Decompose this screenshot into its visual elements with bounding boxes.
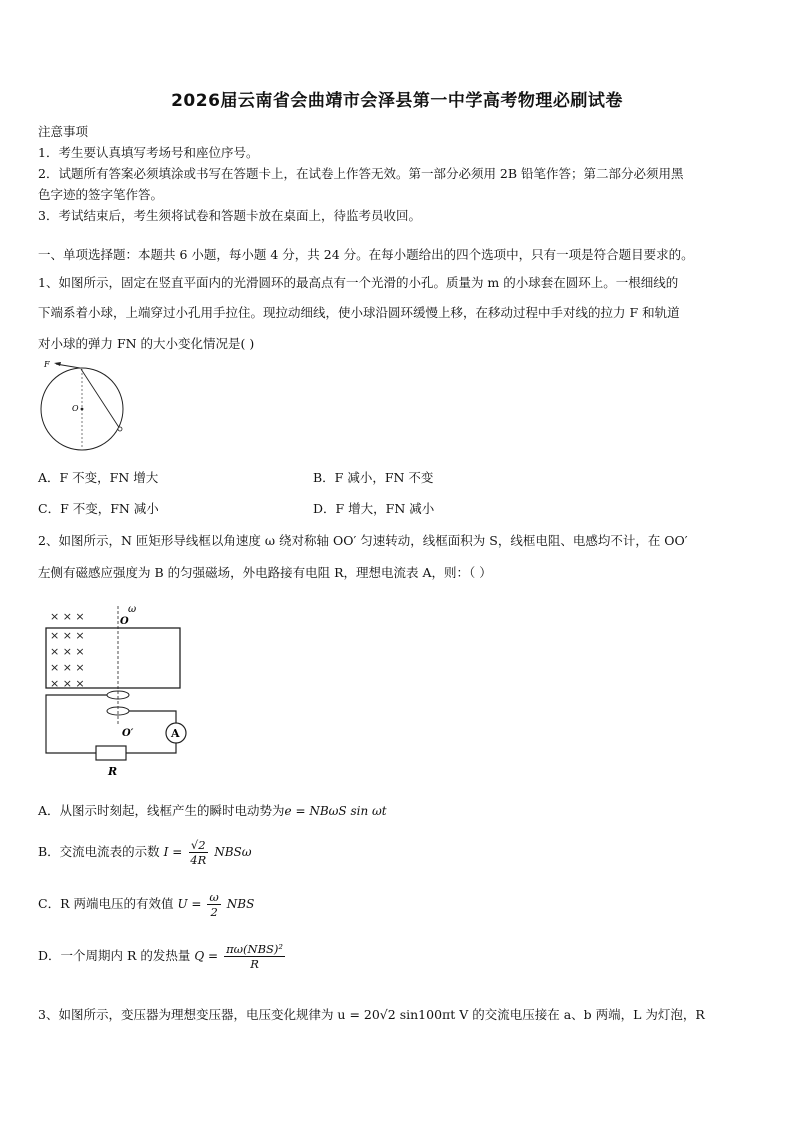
q2-option-d-text: D．一个周期内 R 的发热量 <box>38 948 191 963</box>
q3-stem-line1: 3、如图所示，变压器为理想变压器，电压变化规律为 u = 20√2 sin100πt V 的交流电压接在 a、b 两端，L 为灯泡，R <box>38 1007 705 1022</box>
q2-option-c <box>38 890 254 919</box>
q2-option-a-formula: e = NBωS sin ωt <box>284 804 387 818</box>
section-heading: 一、单项选择题：本题共 6 小题，每小题 4 分，共 24 分。在每小题给出的四个选项中，只有一项是符合题目要求的。 <box>38 247 694 262</box>
q1-fig-label-o: O <box>72 404 79 413</box>
q2-option-d-fraction: $\frac{\text{πω(NBS)²}}{R}$ <box>226 942 283 971</box>
q1-option-b: B．F 减小，FN 不变 <box>313 470 434 485</box>
q1-stem-line3: 对小球的弹力 FN 的大小变化情况是( ) <box>38 336 255 351</box>
q1-fig-label-f: F <box>44 360 50 369</box>
notice-item-2-cont: 色字迹的签字笔作答。 <box>38 187 164 202</box>
q2-option-c-text: C．R 两端电压的有效值 <box>38 896 174 911</box>
svg-text:× × ×: × × × <box>50 610 85 623</box>
q2-option-b-fraction: $\frac{√2}{4R}$ <box>190 838 207 867</box>
q2-option-d-lhs: Q = <box>194 949 219 963</box>
q2-circuit-figure <box>36 598 196 783</box>
q2-option-b <box>38 838 252 867</box>
svg-text:× × ×: × × × <box>50 661 85 674</box>
q2-fig-label-omega: ω <box>128 604 137 615</box>
notice-heading: 注意事项 <box>38 124 89 139</box>
q1-stem-line1: 1、如图所示，固定在竖直平面内的光滑圆环的最高点有一个光滑的小孔。质量为 m 的小球套在圆环上。一根细线的 <box>38 275 679 290</box>
q2-option-a <box>38 801 387 819</box>
q2-option-c-lhs: U = <box>177 897 202 911</box>
q2-fig-label-o: O <box>120 616 129 627</box>
notice-item-1: 1．考生要认真填写考场号和座位序号。 <box>38 145 259 160</box>
notice-item-2: 2．试题所有答案必须填涂或书写在答题卡上，在试卷上作答无效。第一部分必须用 2B 铅笔作答；第二部分必须用黑 <box>38 166 684 181</box>
q2-option-b-text: B．交流电流表的示数 <box>38 844 160 859</box>
q1-ring-figure <box>34 355 134 455</box>
q2-option-c-tail: NBS <box>226 897 255 911</box>
svg-text:× × ×: × × × <box>50 645 85 658</box>
q2-option-a-text: A．从图示时刻起，线框产生的瞬时电动势为 <box>38 803 285 818</box>
notice-item-3: 3．考试结束后，考生须将试卷和答题卡放在桌面上，待监考员收回。 <box>38 208 421 223</box>
q2-option-d <box>38 942 287 971</box>
q2-stem-line2: 左侧有磁感应强度为 B 的匀强磁场，外电路接有电阻 R，理想电流表 A，则：（ ） <box>38 565 492 580</box>
q2-option-c-fraction: $\frac{\omega}{2}$ <box>209 890 219 919</box>
q1-option-c: C．F 不变，FN 减小 <box>38 501 159 516</box>
q2-option-b-tail: NBSω <box>214 845 252 859</box>
q2-fig-resistor-label: R <box>108 765 118 778</box>
page-title: 2026届云南省会曲靖市会泽县第一中学高考物理必刷试卷 <box>171 91 623 111</box>
svg-text:× × ×: × × × <box>50 677 85 690</box>
q2-fig-label-o-prime: O′ <box>122 728 134 739</box>
q1-option-a: A．F 不变，FN 增大 <box>38 470 159 485</box>
q2-fig-ammeter-label: A <box>171 727 180 740</box>
svg-text:× × ×: × × × <box>50 629 85 642</box>
q1-option-d: D．F 增大，FN 减小 <box>313 501 435 516</box>
q2-option-b-lhs: I = <box>163 845 183 859</box>
q2-stem-line1: 2、如图所示，N 匝矩形导线框以角速度 ω 绕对称轴 OO′ 匀速转动，线框面积为 S，线框电阻、电感均不计，在 OO′ <box>38 533 688 548</box>
q1-stem-line2: 下端系着小球，上端穿过小孔用手拉住。现拉动细线，使小球沿圆环缓慢上移，在移动过程中手对线的拉力 F 和轨道 <box>38 305 680 320</box>
